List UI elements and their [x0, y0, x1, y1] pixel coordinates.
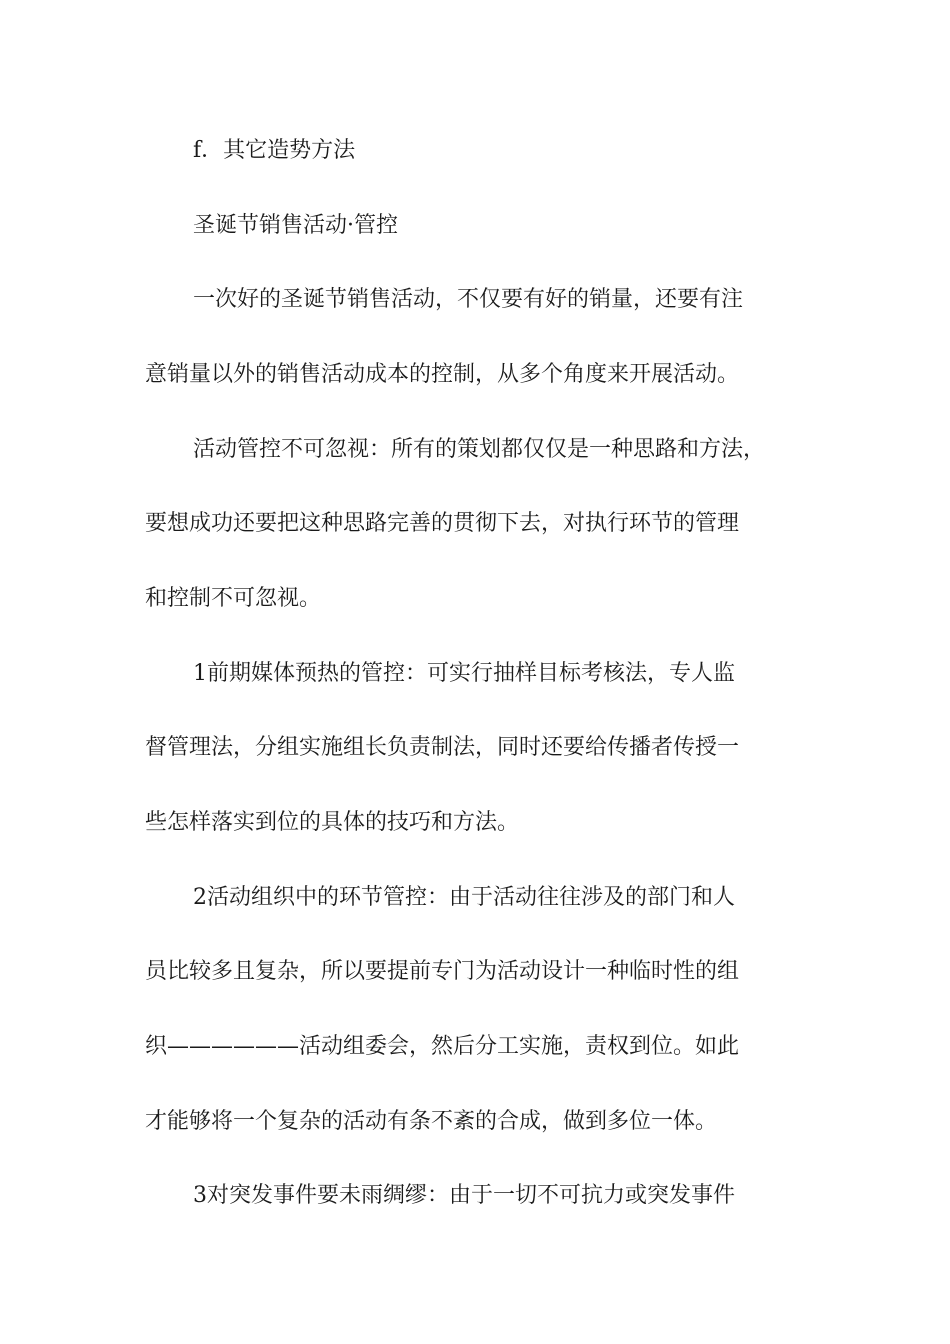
paragraph-1-line-2: 意销量以外的销售活动成本的控制，从多个角度来开展活动。: [145, 362, 740, 387]
paragraph-3-line-3: 些怎样落实到位的具体的技巧和方法。: [145, 810, 520, 835]
paragraph-1-line-1: 一次好的圣诞节销售活动，不仅要有好的销量，还要有注: [193, 287, 744, 312]
paragraph-4-line-2: 员比较多且复杂，所以要提前专门为活动设计一种临时性的组: [145, 959, 740, 984]
paragraph-4-line-1: 2活动组织中的环节管控：由于活动往往涉及的部门和人: [193, 885, 735, 910]
paragraph-2-line-2: 要想成功还要把这种思路完善的贯彻下去，对执行环节的管理: [145, 511, 740, 536]
paragraph-4-line-4: 才能够将一个复杂的活动有条不紊的合成，做到多位一体。: [145, 1109, 718, 1134]
paragraph-3-line-1: 1前期媒体预热的管控：可实行抽样目标考核法，专人监: [193, 661, 735, 686]
section-heading-f: f．其它造势方法: [193, 138, 356, 163]
section-title: 圣诞节销售活动·管控: [193, 213, 398, 238]
paragraph-2-line-1: 活动管控不可忽视：所有的策划都仅仅是一种思路和方法，: [193, 437, 766, 462]
paragraph-4-line-3: 织——————活动组委会，然后分工实施，责权到位。如此: [145, 1034, 740, 1059]
paragraph-2-line-3: 和控制不可忽视。: [145, 586, 322, 611]
paragraph-3-line-2: 督管理法，分组实施组长负责制法，同时还要给传播者传授一: [145, 735, 740, 760]
paragraph-5-line-1: 3对突发事件要未雨绸缪：由于一切不可抗力或突发事件: [193, 1183, 735, 1208]
